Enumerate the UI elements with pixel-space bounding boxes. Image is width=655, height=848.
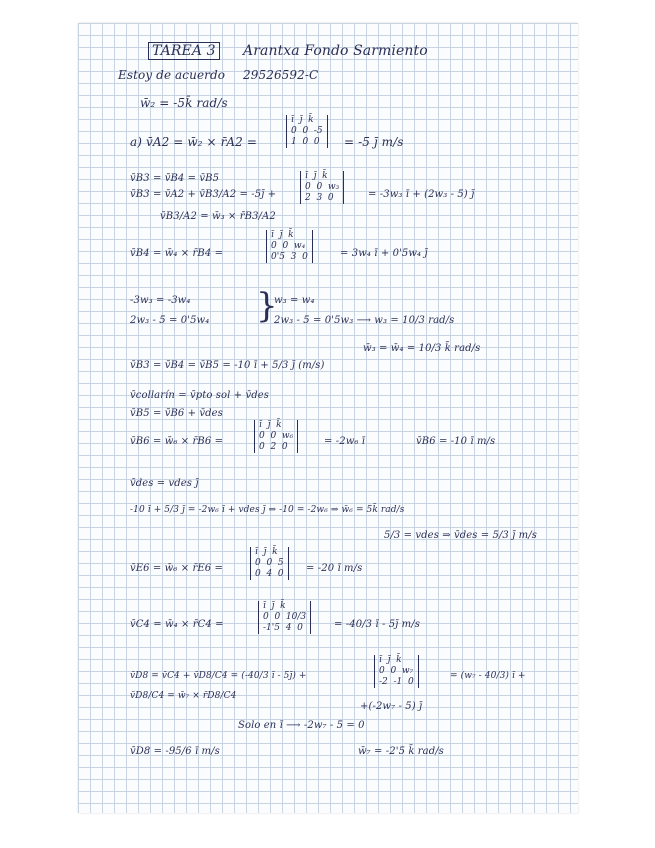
vb6-result: = -2w₆ ī	[324, 436, 366, 447]
va2-result: = -5 j̄ m/s	[344, 135, 404, 149]
ve6-line: v̄E6 = w̄₆ × r̄E6 =	[130, 563, 223, 574]
author-name: Arantxa Fondo Sarmiento	[243, 43, 428, 59]
matrix-vb3: ī j̄ k̄ 0 0 w₃ 2 3 0	[300, 171, 344, 204]
matrix-va2: ī j̄ k̄ 0 0 -5 1 0 0	[286, 115, 328, 148]
matrix-vb6: ī j̄ k̄ 0 0 w₆ 0 2 0	[254, 420, 298, 453]
matrix-vd8: ī j̄ k̄ 0 0 w₇ -2 -1 0	[374, 655, 419, 688]
vd8c4-line: v̄D8/C4 = w̄₇ × r̄D8/C4	[130, 691, 237, 701]
system-line-4: 2w₃ - 5 = 0'5w₃ ⟶ w₃ = 10/3 rad/s	[274, 315, 455, 326]
title: TAREA 3	[148, 43, 220, 59]
vd8-result-2: +(-2w₇ - 5) j̄	[360, 701, 423, 712]
vc4-result: = -40/3 ī - 5j̄ m/s	[334, 619, 420, 630]
matrix-vb4: ī j̄ k̄ 0 0 w₄ 0'5 3 0	[266, 230, 313, 263]
system-line-1: -3w₃ = -3w₄	[130, 295, 191, 306]
vb6-line: v̄B6 = w̄₆ × r̄B6 =	[130, 436, 224, 447]
vb3a2-line: v̄B3/A2 = w̄₃ × r̄B3/A2	[160, 211, 276, 222]
solo-en-i-line: Solo en ī ⟶ -2w₇ - 5 = 0	[238, 720, 365, 731]
vb3-equal-line: v̄B3 = v̄B4 = v̄B5	[130, 173, 220, 184]
matrix-ve6: ī j̄ k̄ 0 0 5 0 4 0	[250, 547, 289, 580]
vb3-sum-line: v̄B3 = v̄A2 + v̄B3/A2 = -5j̄ +	[130, 189, 277, 200]
vdes-result-line: 5/3 = vdes ⇒ v̄des = 5/3 j̄ m/s	[384, 530, 537, 541]
w7-result-line: w̄₇ = -2'5 k̄ rad/s	[358, 746, 444, 757]
vd8-final-line: v̄D8 = -95/6 ī m/s	[130, 746, 220, 757]
w2-line: w̄₂ = -5k̄ rad/s	[140, 96, 228, 110]
vb5-line: v̄B5 = v̄B6 + v̄des	[130, 408, 223, 419]
student-id: 29526592-C	[243, 68, 319, 82]
system-line-3: w₃ = w₄	[274, 295, 315, 306]
vb6-value: v̄B6 = -10 ī m/s	[416, 436, 496, 447]
vdes-line: v̄des = vdes j̄	[130, 478, 199, 489]
matrix-vc4: ī j̄ k̄ 0 0 10/3 -1'5 4 0	[258, 601, 311, 634]
agreement-note: Estoy de acuerdo	[118, 68, 226, 82]
vb4-result: = 3w₄ ī + 0'5w₄ j̄	[340, 248, 428, 259]
va2-line: a) v̄A2 = w̄₂ × r̄A2 =	[130, 135, 257, 149]
vd8-result: = (w₇ - 40/3) ī +	[450, 671, 526, 681]
system-brace: }	[256, 286, 278, 326]
w3-w4-line: w̄₃ = w̄₄ = 10/3 k̄ rad/s	[363, 343, 481, 354]
notebook-page	[78, 23, 578, 813]
vd8-line: v̄D8 = v̄C4 + v̄D8/C4 = (-40/3 ī - 5j̄) +	[130, 671, 307, 681]
ve6-result: = -20 ī m/s	[306, 563, 363, 574]
vb3-final-line: v̄B3 = v̄B4 = v̄B5 = -10 ī + 5/3 j̄ (m/s)	[130, 360, 325, 371]
vc4-line: v̄C4 = w̄₄ × r̄C4 =	[130, 619, 224, 630]
velocity-equation-line: -10 ī + 5/3 j̄ = -2w₆ ī + vdes j̄ ⇒ -10 = -2w₆ ⇒ w̄₆ = 5k̄ rad/s	[130, 505, 405, 515]
vcollarin-line: v̄collarín = v̄pto sol + v̄des	[130, 390, 269, 401]
system-line-2: 2w₃ - 5 = 0'5w₄	[130, 315, 210, 326]
vb3-result: = -3w₃ ī + (2w₃ - 5) j̄	[368, 189, 475, 200]
vb4-line: v̄B4 = w̄₄ × r̄B4 =	[130, 248, 224, 259]
